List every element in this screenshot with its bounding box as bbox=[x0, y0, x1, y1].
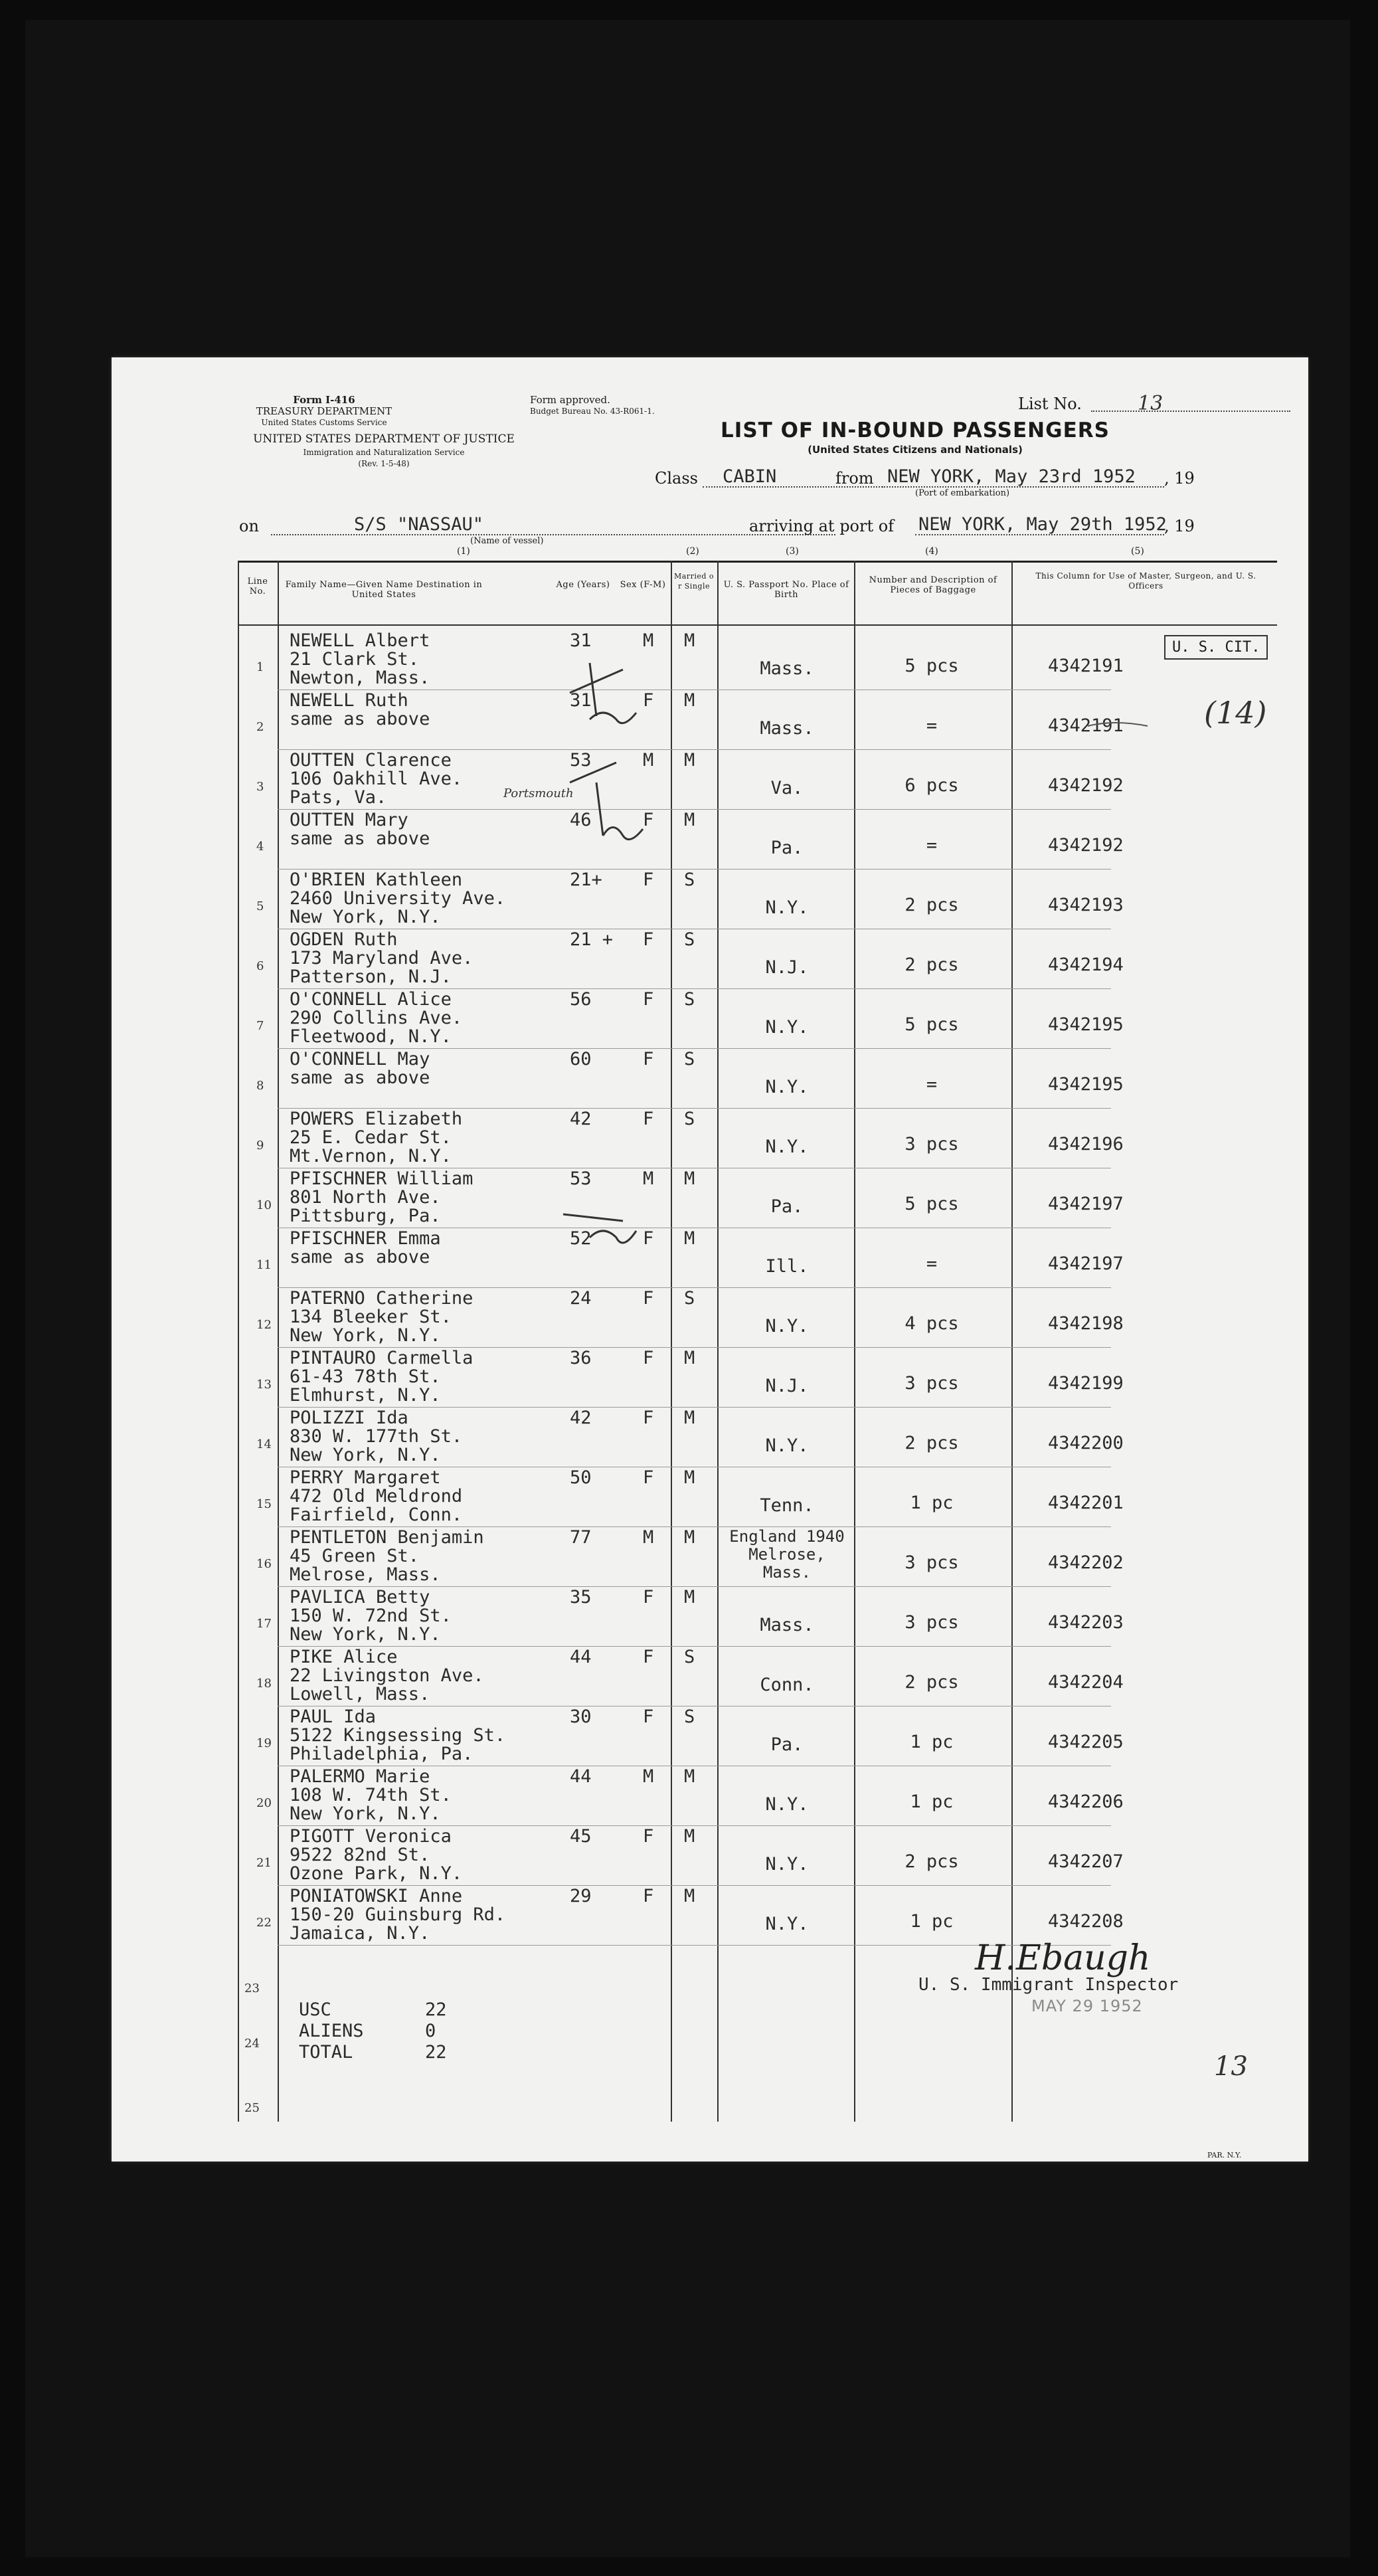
arriving-label: arriving at port of bbox=[749, 517, 895, 535]
passenger-age: 44 bbox=[570, 1766, 592, 1787]
baggage-count: = bbox=[926, 835, 938, 856]
passport-number: 4342206 bbox=[1048, 1792, 1124, 1812]
marital-status: S bbox=[684, 1288, 695, 1309]
passenger-address: same as above bbox=[290, 709, 430, 729]
passenger-name: PAUL Ida bbox=[290, 1706, 377, 1727]
passenger-destination: Newton, Mass. bbox=[290, 668, 430, 688]
col-num-3: (3) bbox=[786, 546, 799, 557]
marital-status: M bbox=[684, 1826, 695, 1847]
baggage-count: 4 pcs bbox=[904, 1313, 959, 1334]
marital-status: S bbox=[684, 1647, 695, 1667]
passenger-address: 25 E. Cedar St. bbox=[290, 1127, 452, 1148]
passenger-name: POWERS Elizabeth bbox=[290, 1109, 463, 1129]
passport-number: 4342193 bbox=[1048, 895, 1124, 915]
marital-status: M bbox=[684, 1766, 695, 1787]
header-sex: Sex (F-M) bbox=[620, 580, 666, 590]
passenger-sex: F bbox=[643, 1049, 654, 1069]
passenger-age: 42 bbox=[570, 1408, 592, 1428]
line-number: 3 bbox=[256, 780, 264, 794]
passenger-sex: M bbox=[643, 630, 654, 651]
passenger-name: O'BRIEN Kathleen bbox=[290, 870, 463, 890]
passenger-sex: F bbox=[643, 1467, 654, 1488]
passenger-address: 830 W. 177th St. bbox=[290, 1426, 463, 1447]
marital-status: M bbox=[684, 1168, 695, 1189]
passenger-age: 30 bbox=[570, 1706, 592, 1727]
baggage-count: 2 pcs bbox=[904, 895, 959, 915]
passenger-age: 60 bbox=[570, 1049, 592, 1069]
passenger-destination: New York, N.Y. bbox=[290, 1624, 441, 1645]
marital-status: M bbox=[684, 1228, 695, 1249]
passenger-age: 46 bbox=[570, 810, 592, 830]
place-of-birth: N.Y. bbox=[765, 897, 809, 918]
justice-dept: UNITED STATES DEPARTMENT OF JUSTICE bbox=[253, 432, 515, 446]
passenger-sex: M bbox=[643, 1168, 654, 1189]
place-of-birth: England 1940 Melrose, Mass. bbox=[729, 1527, 845, 1582]
baggage-count: 2 pcs bbox=[904, 1433, 959, 1453]
passenger-destination: Jamaica, N.Y. bbox=[290, 1923, 430, 1944]
passenger-destination: New York, N.Y. bbox=[290, 907, 441, 927]
line-number: 21 bbox=[256, 1856, 272, 1870]
place-of-birth: Mass. bbox=[760, 718, 814, 739]
passport-number: 4342196 bbox=[1048, 1134, 1124, 1154]
total-count: 22 bbox=[425, 2042, 447, 2063]
line-number: 18 bbox=[256, 1677, 272, 1691]
passenger-address: 173 Maryland Ave. bbox=[290, 948, 474, 968]
passport-number: 4342201 bbox=[1048, 1493, 1124, 1513]
approved-text: Form approved. bbox=[530, 394, 610, 406]
place-of-birth: N.J. bbox=[765, 1376, 809, 1396]
baggage-count: 3 pcs bbox=[904, 1612, 959, 1633]
passenger-address: 150-20 Guinsburg Rd. bbox=[290, 1904, 506, 1925]
passport-number: 4342191 bbox=[1048, 656, 1124, 676]
list-no-value: 13 bbox=[1138, 392, 1163, 415]
baggage-count: 2 pcs bbox=[904, 955, 959, 975]
header-passport: U. S. Passport No. Place of Birth bbox=[723, 580, 849, 600]
passenger-destination: Fleetwood, N.Y. bbox=[290, 1026, 452, 1047]
passenger-sex: F bbox=[643, 1647, 654, 1667]
baggage-count: 3 pcs bbox=[904, 1373, 959, 1394]
marital-status: S bbox=[684, 1706, 695, 1727]
passenger-age: 44 bbox=[570, 1647, 592, 1667]
line-number: 23 bbox=[244, 1981, 260, 1995]
line-number: 5 bbox=[256, 899, 264, 913]
passenger-name: PONIATOWSKI Anne bbox=[290, 1886, 463, 1906]
header-baggage: Number and Description of Pieces of Baggage bbox=[869, 575, 997, 595]
place-of-birth: Conn. bbox=[760, 1675, 814, 1695]
passenger-address: 22 Livingston Ave. bbox=[290, 1665, 484, 1686]
passenger-name: PIKE Alice bbox=[290, 1647, 398, 1667]
passenger-address: 472 Old Meldrond bbox=[290, 1486, 463, 1507]
line-number: 11 bbox=[256, 1258, 272, 1272]
baggage-count: 3 pcs bbox=[904, 1552, 959, 1573]
line-number: 8 bbox=[256, 1079, 264, 1093]
passenger-destination: Fairfield, Conn. bbox=[290, 1505, 463, 1525]
passenger-destination: Pittsburg, Pa. bbox=[290, 1206, 441, 1226]
passenger-name: PALERMO Marie bbox=[290, 1766, 430, 1787]
class-value: CABIN bbox=[723, 466, 777, 487]
passenger-address: same as above bbox=[290, 1247, 430, 1267]
passenger-age: 21 + bbox=[570, 929, 614, 950]
passenger-address: 2460 University Ave. bbox=[290, 888, 506, 909]
inspector-title: U. S. Immigrant Inspector bbox=[918, 1975, 1179, 1995]
place-of-birth: N.Y. bbox=[765, 1077, 809, 1097]
passport-number: 4342203 bbox=[1048, 1612, 1124, 1633]
passenger-sex: F bbox=[643, 1826, 654, 1847]
marital-status: M bbox=[684, 1408, 695, 1428]
passport-number: 4342207 bbox=[1048, 1851, 1124, 1872]
baggage-count: 3 pcs bbox=[904, 1134, 959, 1154]
year-suffix: , 19 bbox=[1164, 469, 1195, 488]
header-name: Family Name—Given Name Destination in United States bbox=[285, 580, 483, 600]
place-of-birth: Va. bbox=[770, 778, 804, 798]
baggage-count: = bbox=[926, 1074, 938, 1095]
passenger-address: 134 Bleeker St. bbox=[290, 1307, 452, 1327]
passenger-age: 52 bbox=[570, 1228, 592, 1249]
passenger-address: 45 Green St. bbox=[290, 1546, 420, 1566]
passenger-address: 106 Oakhill Ave. bbox=[290, 769, 463, 789]
passport-number: 4342204 bbox=[1048, 1672, 1124, 1693]
ins-service: Immigration and Naturalization Service bbox=[303, 448, 465, 457]
place-of-birth: Pa. bbox=[770, 1196, 804, 1217]
marital-status: M bbox=[684, 810, 695, 830]
revision: (Rev. 1-5-48) bbox=[358, 459, 410, 468]
budget-text: Budget Bureau No. 43-R061-1. bbox=[530, 407, 655, 416]
passenger-name: NEWELL Albert bbox=[290, 630, 430, 651]
vessel-name: S/S "NASSAU" bbox=[354, 514, 484, 535]
treasury-dept: TREASURY DEPARTMENT bbox=[256, 405, 392, 417]
passenger-destination: Ozone Park, N.Y. bbox=[290, 1863, 463, 1884]
vessel-caption: (Name of vessel) bbox=[470, 536, 544, 546]
form-number: Form I-416 bbox=[293, 394, 355, 406]
usc-count: 22 bbox=[425, 1999, 447, 2020]
port-embarkation-caption: (Port of embarkation) bbox=[915, 488, 1010, 498]
passport-number: 4342192 bbox=[1048, 835, 1124, 856]
place-of-birth: N.Y. bbox=[765, 1854, 809, 1875]
handwritten-correction: Portsmouth bbox=[503, 786, 574, 800]
passenger-name: OUTTEN Clarence bbox=[290, 750, 452, 771]
passport-number: 4342195 bbox=[1048, 1014, 1124, 1035]
place-of-birth: Pa. bbox=[770, 838, 804, 858]
passenger-address: 61-43 78th St. bbox=[290, 1366, 441, 1387]
passenger-address: 21 Clark St. bbox=[290, 649, 420, 670]
passenger-name: PATERNO Catherine bbox=[290, 1288, 474, 1309]
handwritten-list-no: 13 bbox=[1214, 2051, 1248, 2082]
passenger-age: 35 bbox=[570, 1587, 592, 1608]
passenger-name: PERRY Margaret bbox=[290, 1467, 441, 1488]
passenger-sex: M bbox=[643, 750, 654, 771]
baggage-count: 1 pc bbox=[910, 1911, 954, 1932]
place-of-birth: N.Y. bbox=[765, 1435, 809, 1456]
baggage-count: 5 pcs bbox=[904, 1194, 959, 1214]
printer-mark: PAR. N.Y. bbox=[1207, 2151, 1242, 2160]
passenger-age: 42 bbox=[570, 1109, 592, 1129]
passenger-age: 24 bbox=[570, 1288, 592, 1309]
place-of-birth: N.Y. bbox=[765, 1794, 809, 1815]
passenger-age: 29 bbox=[570, 1886, 592, 1906]
line-number: 1 bbox=[256, 660, 264, 674]
marital-status: M bbox=[684, 1587, 695, 1608]
place-of-birth: Tenn. bbox=[760, 1495, 814, 1516]
passenger-destination: Pats, Va. bbox=[290, 787, 387, 808]
passenger-name: NEWELL Ruth bbox=[290, 690, 408, 711]
passenger-name: OUTTEN Mary bbox=[290, 810, 408, 830]
marital-status: M bbox=[684, 690, 695, 711]
passenger-destination: New York, N.Y. bbox=[290, 1803, 441, 1824]
baggage-count: 2 pcs bbox=[904, 1672, 959, 1693]
line-number: 14 bbox=[256, 1437, 272, 1451]
passenger-address: 290 Collins Ave. bbox=[290, 1008, 463, 1028]
handwritten-marks bbox=[112, 357, 1308, 2162]
passenger-address: 9522 82nd St. bbox=[290, 1845, 430, 1865]
page-subtitle: (United States Citizens and Nationals) bbox=[808, 444, 1023, 456]
header-officers: This Column for Use of Master, Surgeon, and U. S. Officers bbox=[1035, 571, 1256, 591]
passport-number: 4342199 bbox=[1048, 1373, 1124, 1394]
passenger-age: 31 bbox=[570, 690, 592, 711]
passenger-sex: M bbox=[643, 1766, 654, 1787]
list-no-label: List No. bbox=[1018, 395, 1082, 413]
line-number: 2 bbox=[256, 720, 264, 734]
line-number: 7 bbox=[256, 1019, 264, 1033]
line-number: 9 bbox=[256, 1139, 264, 1152]
aliens-label: ALIENS bbox=[299, 2021, 364, 2041]
baggage-count: 1 pc bbox=[910, 1493, 954, 1513]
passenger-address: same as above bbox=[290, 1067, 430, 1088]
place-of-birth: N.Y. bbox=[765, 1914, 809, 1934]
passenger-name: PAVLICA Betty bbox=[290, 1587, 430, 1608]
place-of-birth: N.Y. bbox=[765, 1017, 809, 1038]
passenger-sex: F bbox=[643, 1348, 654, 1368]
date-stamp: MAY 29 1952 bbox=[1031, 1997, 1143, 2015]
passenger-sex: F bbox=[643, 1109, 654, 1129]
line-number: 24 bbox=[244, 2037, 260, 2051]
passenger-name: PIGOTT Veronica bbox=[290, 1826, 452, 1847]
baggage-count: = bbox=[926, 715, 938, 736]
passenger-sex: F bbox=[643, 1228, 654, 1249]
marital-status: M bbox=[684, 1467, 695, 1488]
aliens-count: 0 bbox=[425, 2021, 436, 2041]
page-title: LIST OF IN-BOUND PASSENGERS bbox=[721, 418, 1110, 442]
passport-number: 4342195 bbox=[1048, 1074, 1124, 1095]
inspector-signature: H.Ebaugh bbox=[975, 1938, 1151, 1978]
passenger-sex: F bbox=[643, 989, 654, 1010]
passenger-sex: F bbox=[643, 810, 654, 830]
us-citizen-stamp: U. S. CIT. bbox=[1164, 635, 1268, 660]
line-number: 25 bbox=[244, 2101, 260, 2115]
passport-number: 4342197 bbox=[1048, 1194, 1124, 1214]
line-number: 13 bbox=[256, 1378, 272, 1392]
passport-number: 4342202 bbox=[1048, 1552, 1124, 1573]
passenger-address: 150 W. 72nd St. bbox=[290, 1606, 452, 1626]
passenger-sex: M bbox=[643, 1527, 654, 1548]
baggage-count: 1 pc bbox=[910, 1792, 954, 1812]
passenger-age: 31 bbox=[570, 630, 592, 651]
baggage-count: 2 pcs bbox=[904, 1851, 959, 1872]
passenger-age: 77 bbox=[570, 1527, 592, 1548]
passenger-age: 21+ bbox=[570, 870, 602, 890]
place-of-birth: Mass. bbox=[760, 1615, 814, 1635]
col-num-2: (2) bbox=[686, 546, 699, 557]
line-number: 15 bbox=[256, 1497, 272, 1511]
embarkation-port-value: NEW YORK, May 23rd 1952 bbox=[887, 466, 1136, 487]
marital-status: S bbox=[684, 929, 695, 950]
marital-status: M bbox=[684, 1527, 695, 1548]
passenger-name: OGDEN Ruth bbox=[290, 929, 398, 950]
passenger-name: O'CONNELL May bbox=[290, 1049, 430, 1069]
baggage-count: 5 pcs bbox=[904, 656, 959, 676]
marital-status: M bbox=[684, 630, 695, 651]
passenger-destination: Philadelphia, Pa. bbox=[290, 1744, 474, 1764]
passenger-sex: F bbox=[643, 870, 654, 890]
passenger-address: 801 North Ave. bbox=[290, 1187, 441, 1208]
from-label: from bbox=[835, 469, 874, 488]
line-number: 12 bbox=[256, 1318, 272, 1332]
line-number: 16 bbox=[256, 1557, 272, 1571]
passenger-destination: Lowell, Mass. bbox=[290, 1684, 430, 1704]
passenger-destination: Melrose, Mass. bbox=[290, 1564, 441, 1585]
place-of-birth: N.Y. bbox=[765, 1137, 809, 1157]
passenger-destination: Mt.Vernon, N.Y. bbox=[290, 1146, 452, 1166]
place-of-birth: Mass. bbox=[760, 658, 814, 679]
passenger-sex: F bbox=[643, 1886, 654, 1906]
line-number: 10 bbox=[256, 1198, 272, 1212]
passenger-sex: F bbox=[643, 1587, 654, 1608]
marital-status: M bbox=[684, 750, 695, 771]
header-line-no: Line No. bbox=[247, 577, 268, 597]
marital-status: S bbox=[684, 870, 695, 890]
passenger-age: 50 bbox=[570, 1467, 592, 1488]
line-number: 22 bbox=[256, 1916, 272, 1930]
marital-status: M bbox=[684, 1348, 695, 1368]
passport-number: 4342191 bbox=[1048, 715, 1124, 736]
line-number: 19 bbox=[256, 1736, 272, 1750]
header-married: Married or Single bbox=[673, 572, 715, 591]
year-suffix-2: , 19 bbox=[1164, 517, 1195, 535]
col-num-1: (1) bbox=[457, 546, 470, 557]
arrival-port-value: NEW YORK, May 29th 1952 bbox=[918, 514, 1167, 535]
on-label: on bbox=[239, 517, 259, 535]
passport-number: 4342208 bbox=[1048, 1911, 1124, 1932]
marital-status: S bbox=[684, 1049, 695, 1069]
class-label: Class bbox=[655, 469, 698, 488]
line-number: 17 bbox=[256, 1617, 272, 1631]
line-number: 4 bbox=[256, 840, 264, 854]
place-of-birth: N.J. bbox=[765, 957, 809, 978]
passenger-name: O'CONNELL Alice bbox=[290, 989, 452, 1010]
passenger-sex: F bbox=[643, 690, 654, 711]
passenger-name: POLIZZI Ida bbox=[290, 1408, 408, 1428]
passport-number: 4342200 bbox=[1048, 1433, 1124, 1453]
passenger-name: PINTAURO Carmella bbox=[290, 1348, 474, 1368]
passenger-age: 56 bbox=[570, 989, 592, 1010]
passenger-age: 36 bbox=[570, 1348, 592, 1368]
passenger-address: same as above bbox=[290, 828, 430, 849]
baggage-count: 1 pc bbox=[910, 1732, 954, 1752]
marital-status: M bbox=[684, 1886, 695, 1906]
passenger-age: 45 bbox=[570, 1826, 592, 1847]
manifest-page bbox=[112, 357, 1308, 2162]
passenger-destination: Elmhurst, N.Y. bbox=[290, 1385, 441, 1406]
col-num-4: (4) bbox=[925, 546, 938, 557]
passport-number: 4342192 bbox=[1048, 775, 1124, 796]
passenger-destination: New York, N.Y. bbox=[290, 1325, 441, 1346]
passport-number: 4342197 bbox=[1048, 1253, 1124, 1274]
baggage-count: = bbox=[926, 1253, 938, 1274]
passenger-sex: F bbox=[643, 1288, 654, 1309]
baggage-count: 5 pcs bbox=[904, 1014, 959, 1035]
baggage-count: 6 pcs bbox=[904, 775, 959, 796]
line-number: 6 bbox=[256, 959, 264, 973]
passenger-age: 53 bbox=[570, 750, 592, 771]
total-label: TOTAL bbox=[299, 2042, 353, 2063]
passport-number: 4342205 bbox=[1048, 1732, 1124, 1752]
place-of-birth: Ill. bbox=[765, 1256, 809, 1277]
passport-number: 4342194 bbox=[1048, 955, 1124, 975]
handwritten-count: (14) bbox=[1204, 695, 1267, 731]
passenger-name: PFISCHNER William bbox=[290, 1168, 474, 1189]
passenger-name: PFISCHNER Emma bbox=[290, 1228, 441, 1249]
passenger-sex: F bbox=[643, 1408, 654, 1428]
line-number: 20 bbox=[256, 1796, 272, 1810]
passenger-sex: F bbox=[643, 1706, 654, 1727]
marital-status: S bbox=[684, 989, 695, 1010]
place-of-birth: Pa. bbox=[770, 1734, 804, 1755]
passenger-destination: New York, N.Y. bbox=[290, 1445, 441, 1465]
passenger-name: PENTLETON Benjamin bbox=[290, 1527, 484, 1548]
place-of-birth: N.Y. bbox=[765, 1316, 809, 1336]
marital-status: S bbox=[684, 1109, 695, 1129]
header-age: Age (Years) bbox=[556, 580, 610, 590]
passport-number: 4342198 bbox=[1048, 1313, 1124, 1334]
passenger-destination: Patterson, N.J. bbox=[290, 966, 452, 987]
passenger-sex: F bbox=[643, 929, 654, 950]
customs-service: United States Customs Service bbox=[261, 418, 387, 427]
passenger-address: 5122 Kingsessing St. bbox=[290, 1725, 506, 1746]
usc-label: USC bbox=[299, 1999, 331, 2020]
passenger-address: 108 W. 74th St. bbox=[290, 1785, 452, 1805]
passenger-age: 53 bbox=[570, 1168, 592, 1189]
col-num-5: (5) bbox=[1131, 546, 1144, 557]
